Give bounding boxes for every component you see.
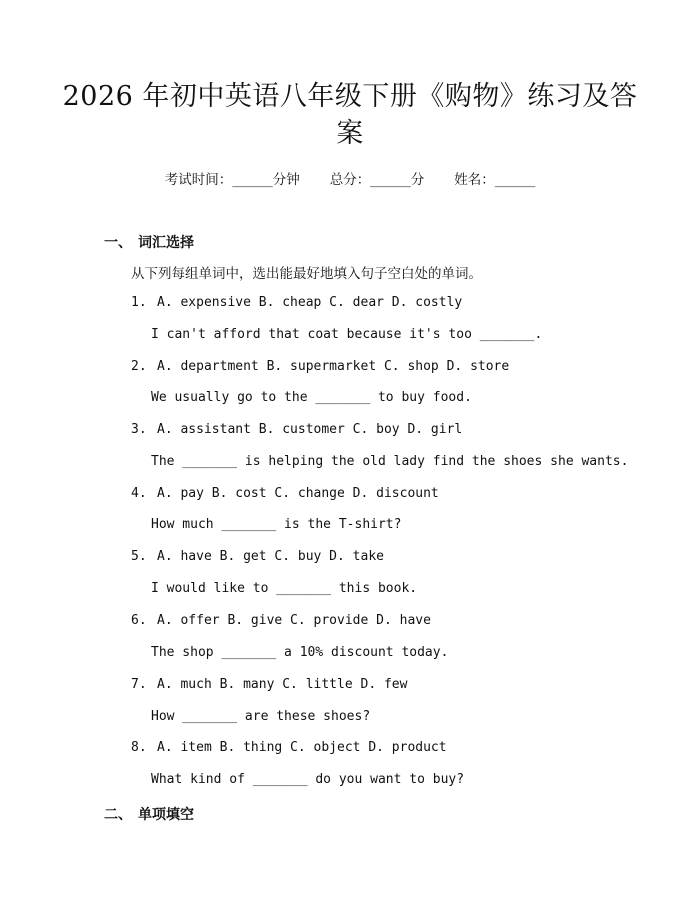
question-number: 1. — [131, 295, 147, 310]
question-sentence: I would like to _______ this book. — [151, 581, 418, 596]
question-options — [131, 549, 384, 564]
question-number: 4. — [131, 486, 147, 501]
section-1-instruction: 从下列每组单词中，选出能最好地填入句子空白处的单词。 — [131, 266, 482, 282]
options-text: A. assistant B. customer C. boy D. girl — [157, 422, 463, 437]
question-options — [131, 422, 462, 437]
question-number: 2. — [131, 359, 147, 374]
question-number: 6. — [131, 613, 147, 628]
options-text: A. much B. many C. little D. few — [157, 677, 408, 692]
section-1-title: 词汇选择 — [138, 235, 194, 251]
question-options — [131, 613, 431, 628]
student-name: 姓名：______ — [454, 172, 536, 188]
question-options — [131, 677, 407, 692]
question-number: 5. — [131, 549, 147, 564]
options-text: A. department B. supermarket C. shop D. store — [157, 359, 510, 374]
question-options — [131, 295, 462, 310]
question-options — [131, 486, 439, 501]
question-options — [131, 740, 447, 755]
section-2-title: 单项填空 — [138, 807, 194, 823]
options-text: A. pay B. cost C. change D. discount — [157, 486, 439, 501]
section-2-heading — [104, 804, 194, 824]
question-sentence: I can't afford that coat because it's too _______. — [151, 327, 543, 342]
question-sentence: How much _______ is the T-shirt? — [151, 517, 402, 532]
options-text: A. have B. get C. buy D. take — [157, 549, 384, 564]
exam-info — [0, 168, 700, 188]
options-text: A. offer B. give C. provide D. have — [157, 613, 431, 628]
question-sentence: We usually go to the _______ to buy food. — [151, 390, 472, 405]
question-sentence: The _______ is helping the old lady find the shoes she wants. — [151, 454, 629, 469]
section-2-number: 二、 — [104, 807, 132, 823]
question-number: 8. — [131, 740, 147, 755]
section-1-number: 一、 — [104, 235, 132, 251]
exam-time: 考试时间：______分钟 — [164, 172, 300, 188]
question-sentence: The shop _______ a 10% discount today. — [151, 645, 449, 660]
options-text: A. item B. thing C. object D. product — [157, 740, 447, 755]
question-number: 3. — [131, 422, 147, 437]
exam-score: 总分：______分 — [329, 172, 425, 188]
page-title: 2026 年初中英语八年级下册《购物》练习及答案 — [62, 81, 638, 149]
options-text: A. expensive B. cheap C. dear D. costly — [157, 295, 463, 310]
question-number: 7. — [131, 677, 147, 692]
question-sentence: How _______ are these shoes? — [151, 709, 371, 724]
question-options — [131, 359, 509, 374]
question-sentence: What kind of _______ do you want to buy? — [151, 772, 465, 787]
section-1-heading — [104, 232, 194, 252]
